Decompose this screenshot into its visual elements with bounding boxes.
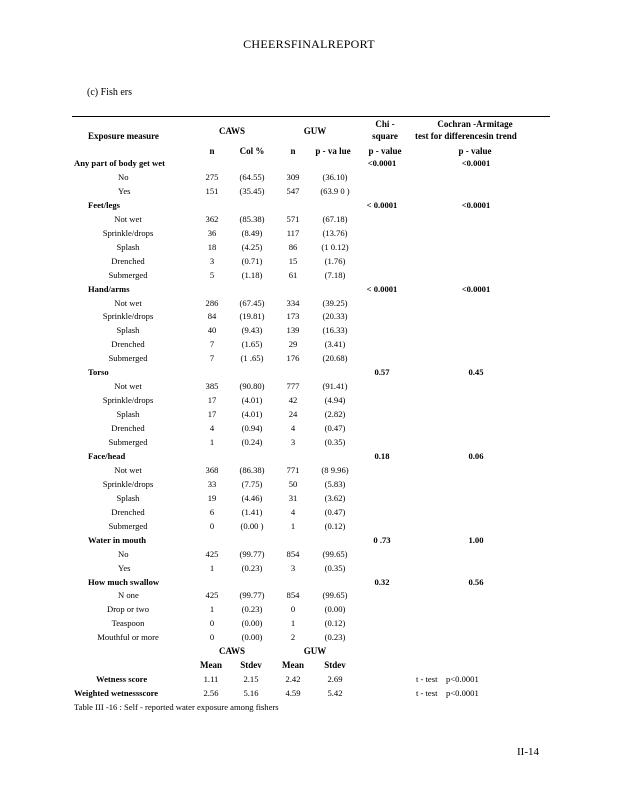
col-guw: GUW [303, 126, 327, 136]
row-label: Drop or two [106, 604, 149, 614]
cell-colpct-caws: (85.38) [239, 214, 265, 224]
cell-colpct-caws: (99.77) [239, 590, 265, 600]
cell-n-guw: 24 [288, 409, 298, 419]
cell-pct-guw: (20.33) [322, 311, 348, 321]
cell-n-caws: 0 [209, 618, 215, 628]
cell-n-guw: 1 [290, 618, 296, 628]
cell-n-caws: 368 [205, 465, 219, 475]
cell-n-guw: 547 [286, 186, 300, 196]
cell-colpct-caws: (19.81) [239, 311, 265, 321]
cell-colpct-caws: (0.23) [241, 563, 263, 573]
summary-stdev-guw: 5.42 [327, 688, 343, 698]
row-label: Submerged [108, 270, 148, 280]
cell-pct-guw: (0.12) [324, 618, 346, 628]
cell-colpct-caws: (0.00) [241, 632, 263, 642]
cell-chi-square-p: < 0.0001 [366, 284, 398, 294]
summary-label: Wetness score [96, 674, 148, 684]
col-pvalue-guw: p - va lue [315, 146, 351, 156]
cell-n-caws: 425 [205, 590, 219, 600]
cell-n-guw: 0 [290, 604, 296, 614]
row-label: N one [118, 590, 139, 600]
cell-colpct-caws: (0.00) [241, 618, 263, 628]
page-number: II-14 [517, 746, 539, 758]
col-ca-line2: test for differencesin trend [415, 131, 517, 141]
summary-col-mean-guw: Mean [282, 660, 304, 670]
row-label: Yes [118, 186, 131, 196]
cell-chi-square-p: 0.18 [374, 451, 390, 461]
cell-pct-guw: (63.9 0 ) [320, 186, 350, 196]
cell-pct-guw: (16.33) [322, 325, 348, 335]
row-label: How much swallow [88, 577, 160, 587]
cell-colpct-caws: (67.45) [239, 298, 265, 308]
cell-chi-square-p: <0.0001 [367, 158, 397, 168]
cell-n-guw: 42 [288, 395, 298, 405]
row-label: Splash [116, 242, 140, 252]
cell-colpct-caws: (99.77) [239, 549, 265, 559]
row-label: Mouthful or more [97, 632, 159, 642]
cell-colpct-caws: (1 .65) [240, 353, 264, 363]
cell-pct-guw: (0.23) [324, 632, 346, 642]
col-ca-line3: p - value [458, 146, 492, 156]
cell-colpct-caws: (35.45) [239, 186, 265, 196]
cell-n-guw: 854 [286, 590, 300, 600]
row-label: Sprinkle/drops [102, 479, 154, 489]
section-label: (c) Fish ers [87, 87, 132, 98]
cell-pct-guw: (20.68) [322, 353, 348, 363]
cell-n-caws: 5 [209, 270, 215, 280]
cell-colpct-caws: (8.49) [241, 228, 263, 238]
cell-n-guw: 571 [286, 214, 300, 224]
row-label: Not wet [114, 381, 142, 391]
cell-n-caws: 0 [209, 521, 215, 531]
cell-colpct-caws: (9.43) [241, 325, 263, 335]
cell-n-guw: 139 [286, 325, 300, 335]
summary-col-caws: CAWS [218, 646, 245, 656]
cell-colpct-caws: (86.38) [239, 465, 265, 475]
summary-label: Weighted wetnessscore [74, 688, 159, 698]
summary-col-stdev-caws: Stdev [240, 660, 262, 670]
col-ca-line1: Cochran -Armitage [437, 119, 513, 129]
summary-p-value: p<0.0001 [446, 674, 479, 684]
summary-p-value: p<0.0001 [446, 688, 479, 698]
row-label: Feet/legs [88, 200, 120, 210]
cell-n-guw: 3 [290, 437, 296, 447]
cell-n-caws: 1 [209, 604, 215, 614]
cell-n-guw: 31 [288, 493, 298, 503]
cell-n-guw: 777 [286, 381, 300, 391]
cell-cochran-armitage-p: <0.0001 [461, 200, 491, 210]
cell-n-guw: 334 [286, 298, 300, 308]
cell-pct-guw: (4.94) [324, 395, 346, 405]
cell-n-guw: 117 [286, 228, 300, 238]
row-label: Water in mouth [88, 535, 147, 545]
cell-pct-guw: (36.10) [322, 172, 348, 182]
cell-colpct-caws: (4.01) [241, 395, 263, 405]
row-label: Splash [116, 409, 140, 419]
row-label: Drenched [111, 423, 145, 433]
row-label: Submerged [108, 521, 148, 531]
cell-n-caws: 18 [207, 242, 217, 252]
row-label: Submerged [108, 353, 148, 363]
table-top-rule [72, 116, 550, 117]
cell-n-guw: 29 [288, 339, 298, 349]
summary-mean-caws: 1.11 [203, 674, 219, 684]
cell-colpct-caws: (90.80) [239, 381, 265, 391]
row-label: No [118, 549, 129, 559]
cell-colpct-caws: (64.55) [239, 172, 265, 182]
cell-cochran-armitage-p: <0.0001 [461, 158, 491, 168]
cell-pct-guw: (0.47) [324, 423, 346, 433]
row-label: Splash [116, 325, 140, 335]
cell-n-caws: 151 [205, 186, 219, 196]
cell-pct-guw: (99.65) [322, 590, 348, 600]
cell-pct-guw: (67.18) [322, 214, 348, 224]
summary-test-name: t - test [416, 674, 438, 684]
cell-n-guw: 176 [286, 353, 300, 363]
cell-n-caws: 286 [205, 298, 219, 308]
col-exposure-measure: Exposure measure [88, 131, 159, 141]
cell-pct-guw: (0.12) [324, 521, 346, 531]
cell-colpct-caws: (0.23) [241, 604, 263, 614]
cell-colpct-caws: (0.24) [241, 437, 263, 447]
cell-pct-guw: (0.35) [324, 437, 346, 447]
col-chi-line2: square [372, 131, 398, 141]
row-label: Drenched [111, 507, 145, 517]
row-label: Hand/arms [88, 284, 130, 294]
cell-pct-guw: (5.83) [324, 479, 346, 489]
cell-n-caws: 17 [207, 395, 217, 405]
cell-n-caws: 36 [207, 228, 217, 238]
col-n-guw: n [290, 146, 296, 156]
summary-stdev-guw: 2.69 [327, 674, 343, 684]
cell-n-caws: 40 [207, 325, 217, 335]
cell-colpct-caws: (4.01) [241, 409, 263, 419]
cell-colpct-caws: (0.00 ) [240, 521, 264, 531]
cell-n-guw: 173 [286, 311, 300, 321]
row-label: Drenched [111, 256, 145, 266]
col-n-caws: n [209, 146, 215, 156]
cell-n-guw: 15 [288, 256, 298, 266]
cell-n-caws: 275 [205, 172, 219, 182]
cell-cochran-armitage-p: 0.56 [468, 577, 484, 587]
cell-n-guw: 309 [286, 172, 300, 182]
row-label: Any part of body get wet [74, 158, 165, 168]
cell-pct-guw: (99.65) [322, 549, 348, 559]
row-label: Not wet [114, 465, 142, 475]
cell-pct-guw: (0.47) [324, 507, 346, 517]
cell-n-caws: 33 [207, 479, 217, 489]
cell-chi-square-p: 0 .73 [373, 535, 391, 545]
cell-cochran-armitage-p: 0.06 [468, 451, 484, 461]
row-label: Sprinkle/drops [102, 395, 154, 405]
cell-n-caws: 0 [209, 632, 215, 642]
cell-pct-guw: (0.00) [324, 604, 346, 614]
col-caws: CAWS [218, 126, 245, 136]
cell-cochran-armitage-p: 0.45 [468, 367, 484, 377]
table-caption: Table III -16 : Self - reported water exposure among fishers [74, 702, 279, 712]
cell-colpct-caws: (1.18) [241, 270, 263, 280]
cell-chi-square-p: 0.32 [374, 577, 390, 587]
cell-n-caws: 3 [209, 256, 215, 266]
cell-n-caws: 4 [209, 423, 215, 433]
row-label: Not wet [114, 298, 142, 308]
cell-pct-guw: (39.25) [322, 298, 348, 308]
summary-mean-caws: 2.56 [203, 688, 219, 698]
cell-colpct-caws: (0.94) [241, 423, 263, 433]
summary-col-guw: GUW [303, 646, 327, 656]
row-label: Teaspoon [111, 618, 145, 628]
cell-n-caws: 1 [209, 437, 215, 447]
cell-n-caws: 362 [205, 214, 219, 224]
row-label: Submerged [108, 437, 148, 447]
cell-pct-guw: (1 0.12) [321, 242, 349, 252]
cell-n-guw: 86 [288, 242, 298, 252]
row-label: Sprinkle/drops [102, 311, 154, 321]
cell-pct-guw: (0.35) [324, 563, 346, 573]
row-label: Splash [116, 493, 140, 503]
cell-n-guw: 50 [288, 479, 298, 489]
row-label: Sprinkle/drops [102, 228, 154, 238]
summary-col-stdev-guw: Stdev [324, 660, 346, 670]
running-header: CHEERSFINALREPORT [243, 37, 375, 51]
col-colpct: Col % [239, 146, 265, 156]
cell-cochran-armitage-p: <0.0001 [461, 284, 491, 294]
cell-n-caws: 425 [205, 549, 219, 559]
summary-mean-guw: 2.42 [285, 674, 301, 684]
row-label: Face/head [88, 451, 126, 461]
summary-stdev-caws: 5.16 [243, 688, 259, 698]
cell-n-guw: 2 [290, 632, 296, 642]
cell-pct-guw: (2.82) [324, 409, 346, 419]
cell-chi-square-p: < 0.0001 [366, 200, 398, 210]
cell-chi-square-p: 0.57 [374, 367, 390, 377]
cell-colpct-caws: (7.75) [241, 479, 263, 489]
cell-pct-guw: (1.76) [324, 256, 346, 266]
cell-n-caws: 7 [209, 339, 215, 349]
row-label: Torso [88, 367, 109, 377]
col-chi-line3: p - value [368, 146, 402, 156]
cell-pct-guw: (7.18) [324, 270, 346, 280]
cell-n-caws: 7 [209, 353, 215, 363]
cell-n-caws: 6 [209, 507, 215, 517]
cell-pct-guw: (3.41) [324, 339, 346, 349]
summary-col-mean-caws: Mean [200, 660, 222, 670]
summary-mean-guw: 4.59 [285, 688, 301, 698]
cell-cochran-armitage-p: 1.00 [468, 535, 484, 545]
summary-stdev-caws: 2.15 [243, 674, 259, 684]
cell-n-guw: 4 [290, 507, 296, 517]
cell-n-caws: 84 [207, 311, 217, 321]
cell-colpct-caws: (4.46) [241, 493, 263, 503]
summary-test-name: t - test [416, 688, 438, 698]
cell-n-guw: 1 [290, 521, 296, 531]
cell-n-caws: 1 [209, 563, 215, 573]
cell-n-guw: 3 [290, 563, 296, 573]
cell-n-caws: 385 [205, 381, 219, 391]
cell-n-guw: 854 [286, 549, 300, 559]
cell-pct-guw: (3.62) [324, 493, 346, 503]
col-chi-line1: Chi - [375, 119, 395, 129]
cell-pct-guw: (13.76) [322, 228, 348, 238]
cell-n-guw: 61 [288, 270, 298, 280]
cell-n-guw: 4 [290, 423, 296, 433]
cell-colpct-caws: (4.25) [241, 242, 263, 252]
cell-pct-guw: (91.41) [322, 381, 348, 391]
cell-colpct-caws: (1.41) [241, 507, 263, 517]
cell-n-caws: 17 [207, 409, 217, 419]
cell-pct-guw: (8 9.96) [321, 465, 349, 475]
cell-colpct-caws: (1.65) [241, 339, 263, 349]
cell-n-caws: 19 [207, 493, 217, 503]
cell-n-guw: 771 [286, 465, 300, 475]
row-label: Yes [118, 563, 131, 573]
row-label: Not wet [114, 214, 142, 224]
cell-colpct-caws: (0.71) [241, 256, 263, 266]
row-label: Drenched [111, 339, 145, 349]
row-label: No [118, 172, 129, 182]
